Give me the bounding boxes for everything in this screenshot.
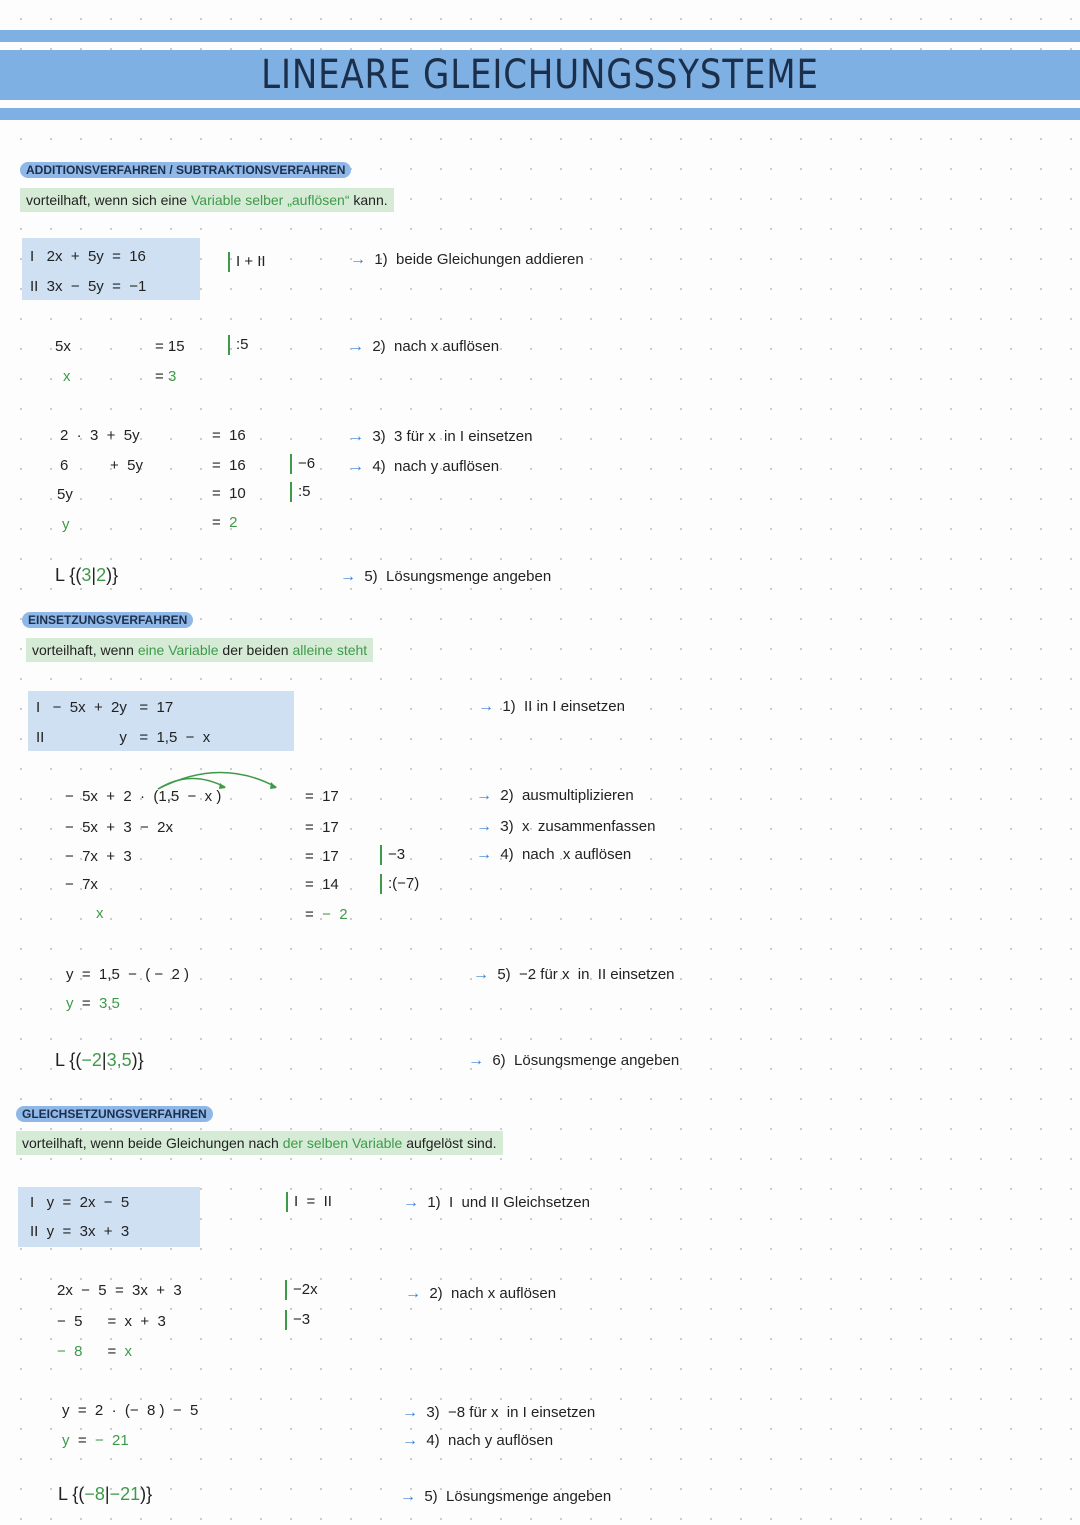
arrow-right-icon: →: [350, 251, 366, 268]
calc-line: 5y: [57, 486, 73, 503]
calc-line: = 14: [305, 876, 339, 893]
note-text: vorteilhaft, wenn beide Gleichungen nach: [22, 1135, 283, 1151]
operation-text: −6: [298, 454, 316, 472]
note-highlight: eine Variable: [137, 642, 219, 658]
arrow-right-icon: →: [348, 458, 364, 475]
note-highlight: der selben Variable: [282, 1135, 403, 1151]
operation-text: I = II: [294, 1192, 332, 1210]
operation: [228, 252, 266, 272]
step-text: 1) beide Gleichungen addieren: [374, 251, 584, 268]
arrow-right-icon: →: [348, 428, 364, 445]
equation-I: I y = 2x − 5: [30, 1194, 130, 1211]
calc-line: = 17: [305, 788, 339, 805]
sol-part: )}: [131, 1050, 144, 1070]
arrow-right-icon: →: [476, 787, 492, 804]
calc-line: 6 + 5y: [60, 457, 143, 474]
calc-line: y = 1,5 − ( − 2 ): [66, 966, 189, 983]
operation-bar: [285, 1280, 287, 1300]
section-note: [26, 638, 373, 662]
calc-line: = 17: [305, 848, 339, 865]
operation-bar: [290, 454, 292, 474]
arrow-right-icon: →: [402, 1432, 418, 1449]
step: [468, 1051, 679, 1071]
operation: [286, 1192, 332, 1212]
arrow-right-icon: →: [476, 818, 492, 835]
sol-part: L {(: [55, 565, 82, 585]
equation-II: II 3x − 5y = −1: [30, 278, 147, 295]
result-value: 2: [229, 514, 238, 531]
result-value: 3: [167, 368, 177, 385]
equals: =: [69, 1432, 95, 1449]
operation: [228, 335, 249, 355]
result-var: x: [96, 905, 104, 922]
solution-set: [55, 565, 118, 585]
step-text: 6) Lösungsmenge angeben: [492, 1052, 680, 1069]
solution-set: [58, 1484, 152, 1504]
calc-line: − 7x: [65, 876, 98, 893]
arrow-right-icon: →: [468, 1052, 484, 1069]
sol-part: )}: [140, 1484, 153, 1504]
step: [400, 1487, 611, 1507]
step: [476, 845, 631, 865]
step: [402, 1431, 553, 1451]
step: [476, 817, 655, 837]
step: [403, 1193, 590, 1213]
step-text: 1) II in I einsetzen: [502, 698, 625, 715]
operation-bar: [380, 874, 382, 894]
banner-top-stripe: [0, 30, 1080, 42]
calc-line: − 7x + 3: [65, 848, 132, 865]
step-text: 4) nach y auflösen: [372, 458, 500, 475]
sol-part: L {(: [58, 1484, 85, 1504]
page-title: LINEARE GLEICHUNGSSYSTEME: [261, 52, 819, 98]
note-text: vorteilhaft, wenn: [32, 642, 138, 658]
step: [473, 965, 675, 985]
equals: =: [305, 906, 323, 923]
calc-line: − 5x + 2 · (1,5 − x ): [65, 788, 222, 805]
note-text: aufgelöst sind.: [402, 1135, 497, 1151]
note-text: der beiden: [218, 642, 293, 658]
equation-II: II y = 1,5 − x: [36, 729, 211, 746]
step-text: 1) I und II Gleichsetzen: [427, 1194, 590, 1211]
operation-bar: [285, 1310, 287, 1330]
operation: [285, 1280, 318, 1300]
operation-text: :5: [236, 335, 249, 353]
step-text: 2) ausmultiplizieren: [500, 787, 634, 804]
calc-line: − 5x + 3 − 2x: [65, 819, 173, 836]
solution-set: [55, 1050, 144, 1070]
step-text: 3) 3 für x in I einsetzen: [372, 428, 533, 445]
result-line: [305, 905, 348, 925]
operation-bar: [286, 1192, 288, 1212]
section-note: [16, 1131, 503, 1155]
sol-x: −8: [84, 1484, 105, 1504]
note-text: kann.: [349, 192, 388, 208]
result-value: − 8: [57, 1343, 83, 1360]
sol-y: 3,5: [106, 1050, 132, 1070]
step: [405, 1284, 556, 1304]
result-value: 3,5: [98, 995, 120, 1012]
step-text: 2) nach x auflösen: [429, 1285, 557, 1302]
sol-y: 2: [96, 565, 107, 585]
sol-x: −2: [81, 1050, 102, 1070]
step: [348, 337, 499, 357]
calc-line: = 10: [212, 485, 246, 502]
note-highlight: alleine steht: [292, 642, 368, 658]
calc-line: − 5 = x + 3: [57, 1313, 166, 1330]
note-highlight: Variable selber „auflösen“: [190, 192, 350, 208]
equation-II: II y = 3x + 3: [30, 1223, 130, 1240]
step-text: 3) −8 für x in I einsetzen: [426, 1404, 596, 1421]
operation: [380, 874, 419, 894]
result-line: [212, 513, 237, 533]
equation-I: I − 5x + 2y = 17: [36, 699, 174, 716]
result-var: x: [63, 368, 71, 385]
operation-text: −3: [388, 845, 406, 863]
calc-line: = 17: [305, 819, 339, 836]
arrow-right-icon: →: [403, 1194, 419, 1211]
step: [348, 457, 499, 477]
sol-part: |: [101, 1050, 107, 1070]
operation: [285, 1310, 310, 1330]
arrow-right-icon: →: [348, 338, 364, 355]
calc-line: 2x − 5 = 3x + 3: [57, 1282, 182, 1299]
operation-bar: [290, 482, 292, 502]
step: [350, 250, 584, 270]
operation-text: I + II: [236, 252, 266, 270]
step: [348, 427, 532, 447]
operation: [290, 482, 311, 502]
equation-I: I 2x + 5y = 16: [30, 248, 146, 265]
sol-part: L {(: [55, 1050, 82, 1070]
operation-bar: [228, 252, 230, 272]
calc-line: = 16: [212, 427, 246, 444]
step: [340, 567, 551, 587]
calc-line: y = 2 · (− 8 ) − 5: [62, 1402, 199, 1419]
equals: =: [73, 995, 99, 1012]
section-note: [20, 188, 394, 212]
equals: =: [155, 368, 168, 385]
calc-line: 2 · 3 + 5y: [60, 427, 140, 444]
operation-text: −2x: [293, 1280, 318, 1298]
step-text: 3) x zusammenfassen: [500, 818, 656, 835]
step-text: 2) nach x auflösen: [372, 338, 500, 355]
arrow-right-icon: →: [400, 1488, 416, 1505]
banner-bottom-stripe: [0, 108, 1080, 120]
arrow-right-icon: →: [340, 568, 356, 585]
arrow-right-icon: →: [402, 1404, 418, 1421]
operation: [290, 454, 315, 474]
sol-part: )}: [106, 565, 119, 585]
arrow-right-icon: →: [476, 846, 492, 863]
step: [478, 697, 625, 717]
result-value: − 21: [94, 1432, 129, 1449]
step-text: 5) Lösungsmenge angeben: [364, 568, 552, 585]
section-heading-substitution: EINSETZUNGSVERFAHREN: [22, 612, 193, 628]
sol-part: |: [91, 565, 97, 585]
result-line: [155, 367, 176, 387]
sol-y: −21: [109, 1484, 141, 1504]
step-text: 5) −2 für x in II einsetzen: [497, 966, 675, 983]
operation-bar: [228, 335, 230, 355]
operation-bar: [380, 845, 382, 865]
note-text: vorteilhaft, wenn sich eine: [26, 192, 191, 208]
result-var: y: [62, 1432, 70, 1449]
result-var: y: [62, 516, 70, 533]
section-heading-equalization: GLEICHSETZUNGSVERFAHREN: [16, 1106, 213, 1122]
equals: =: [212, 514, 230, 531]
sol-x: 3: [81, 565, 92, 585]
step-text: 4) nach x auflösen: [500, 846, 632, 863]
arrow-right-icon: →: [473, 966, 489, 983]
result-line: [62, 1431, 129, 1451]
sol-part: |: [104, 1484, 110, 1504]
calc-line: 5x: [55, 338, 71, 355]
result-var: x: [124, 1343, 133, 1360]
step-text: 4) nach y auflösen: [426, 1432, 554, 1449]
operation: [380, 845, 405, 865]
arrow-right-icon: →: [478, 698, 494, 715]
result-line: [57, 1342, 132, 1362]
calc-line: = 15: [155, 338, 185, 355]
section-heading-addition: ADDITIONSVERFAHREN / SUBTRAKTIONSVERFAHREN: [20, 162, 351, 178]
operation-text: −3: [293, 1310, 311, 1328]
result-var: y: [66, 995, 74, 1012]
operation-text: :(−7): [388, 874, 420, 892]
arrow-right-icon: →: [405, 1285, 421, 1302]
calc-line: = 16: [212, 457, 246, 474]
result-value: − 2: [322, 906, 348, 923]
operation-text: :5: [298, 482, 311, 500]
step-text: 5) Lösungsmenge angeben: [424, 1488, 612, 1505]
equals: =: [82, 1343, 125, 1360]
step: [476, 786, 634, 806]
result-line: [66, 994, 120, 1014]
step: [402, 1403, 595, 1423]
